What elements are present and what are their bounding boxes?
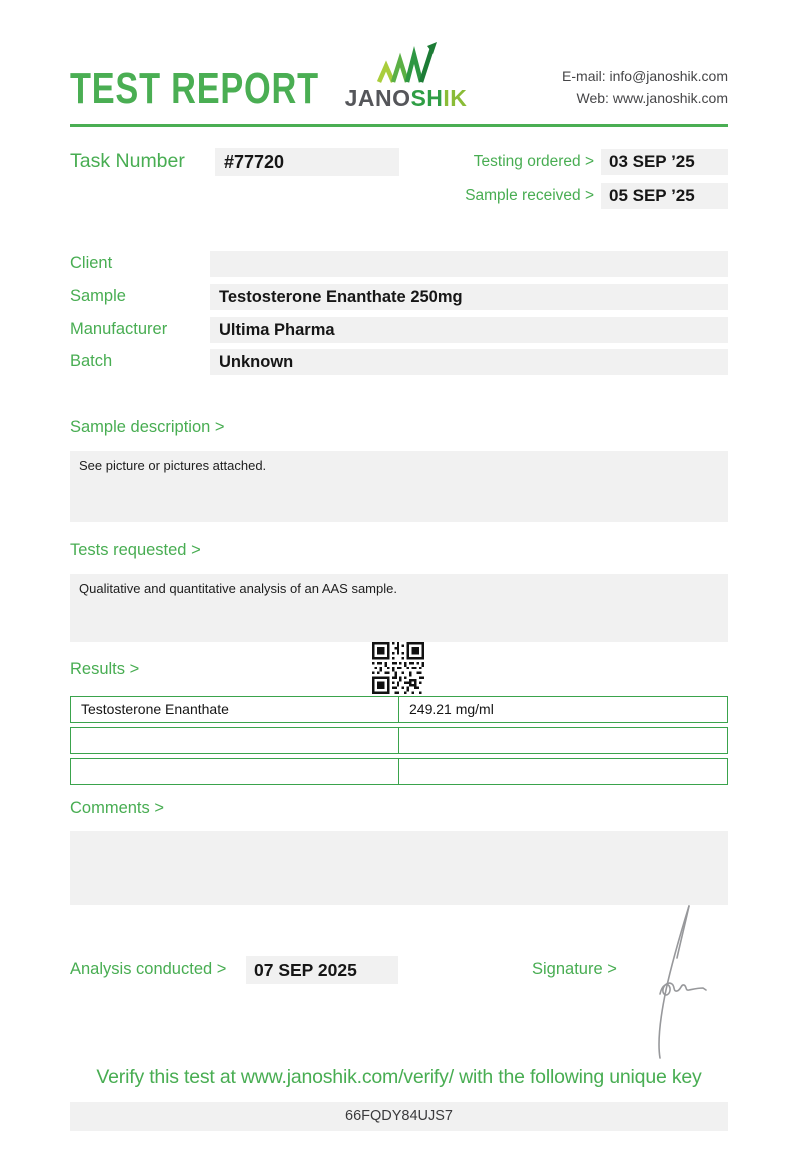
analysis-date-value: 07 SEP 2025 bbox=[246, 956, 398, 984]
results-heading: Results > bbox=[70, 660, 140, 678]
janoshik-logo bbox=[338, 40, 474, 112]
results-row bbox=[70, 758, 728, 785]
manufacturer-label: Manufacturer bbox=[70, 320, 168, 338]
task-number-value: #77720 bbox=[215, 148, 399, 176]
client-value bbox=[210, 251, 728, 277]
tests-requested-text: Qualitative and quantitative analysis of an AAS sample. bbox=[70, 574, 728, 642]
signature-scribble bbox=[634, 898, 720, 1062]
email-label: E-mail: bbox=[562, 68, 606, 84]
web-label: Web: bbox=[576, 89, 609, 106]
sample-value: Testosterone Enanthate 250mg bbox=[210, 284, 728, 310]
contact-web-line bbox=[488, 88, 728, 110]
comments-heading: Comments > bbox=[70, 799, 164, 817]
results-row bbox=[70, 696, 728, 723]
analysis-conducted-label: Analysis conducted > bbox=[70, 960, 227, 978]
sample-description-text: See picture or pictures attached. bbox=[70, 451, 728, 522]
growth-chart-icon bbox=[375, 40, 437, 84]
logo-text-dark: JANO bbox=[344, 85, 411, 111]
contact-info bbox=[488, 66, 728, 109]
batch-value: Unknown bbox=[210, 349, 728, 375]
manufacturer-value: Ultima Pharma bbox=[210, 317, 728, 343]
sample-description-heading: Sample description > bbox=[70, 418, 225, 436]
comments-text bbox=[70, 831, 728, 905]
result-substance: Testosterone Enanthate bbox=[71, 697, 399, 722]
result-substance bbox=[71, 759, 399, 784]
contact-email-line bbox=[488, 66, 728, 88]
results-table bbox=[70, 696, 728, 789]
page-title: TEST REPORT bbox=[70, 64, 319, 113]
batch-label: Batch bbox=[70, 352, 113, 370]
header-divider bbox=[70, 124, 728, 127]
web-value: www.janoshik.com bbox=[612, 89, 728, 106]
result-concentration bbox=[399, 759, 727, 784]
testing-ordered-label: Testing ordered > bbox=[473, 153, 594, 170]
tests-requested-heading: Tests requested > bbox=[70, 541, 201, 559]
email-value: info@janoshik.com bbox=[609, 68, 728, 84]
task-number-label: Task Number bbox=[70, 150, 185, 172]
sample-received-label: Sample received > bbox=[465, 187, 594, 204]
sample-label: Sample bbox=[70, 287, 126, 305]
client-label: Client bbox=[70, 254, 113, 272]
verify-instruction: Verify this test at www.janoshik.com/verify/ with the following unique key bbox=[96, 1066, 702, 1088]
result-substance bbox=[71, 728, 399, 753]
signature-label: Signature > bbox=[532, 960, 617, 978]
sample-received-value: 05 SEP ’25 bbox=[601, 183, 728, 209]
result-concentration: 249.21 mg/ml bbox=[409, 701, 494, 717]
results-row bbox=[70, 727, 728, 754]
logo-text-green: SH bbox=[410, 85, 444, 111]
logo-text-light: IK bbox=[443, 85, 468, 111]
logo-wordmark bbox=[338, 85, 474, 112]
result-concentration bbox=[399, 728, 727, 753]
qr-code-icon bbox=[372, 642, 424, 694]
testing-ordered-value: 03 SEP ’25 bbox=[601, 149, 728, 175]
unique-key-value: 66FQDY84UJS7 bbox=[70, 1102, 728, 1131]
